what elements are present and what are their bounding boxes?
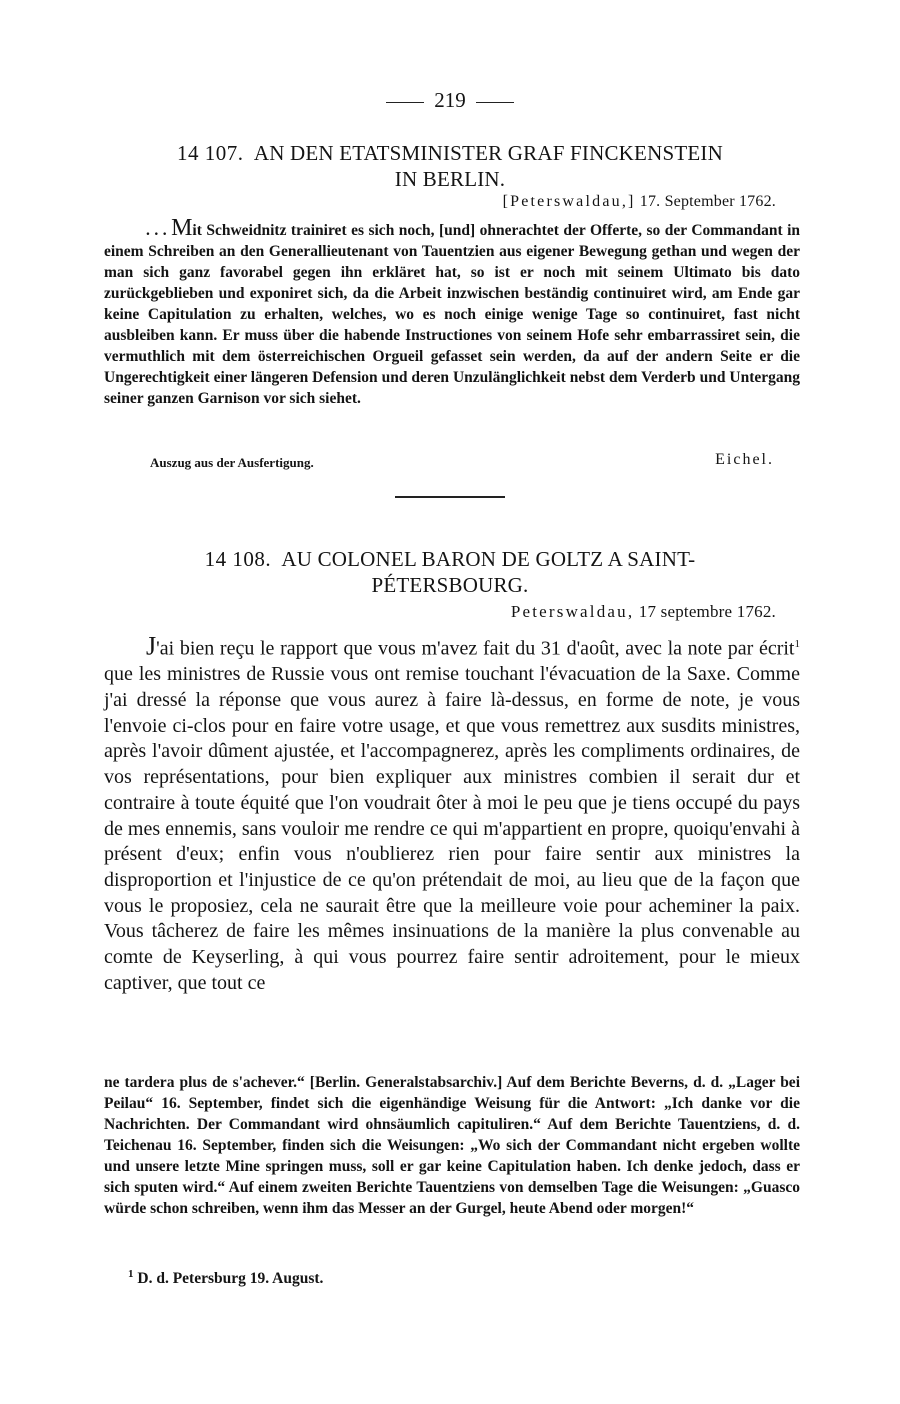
letter1-title-line2: IN BERLIN. — [394, 167, 506, 191]
letter1-heading — [100, 140, 800, 192]
letter2-title-line1: AU COLONEL BARON DE GOLTZ A SAINT- — [281, 547, 696, 571]
letter1-number: 14 107. — [177, 141, 244, 165]
footer-note — [104, 1072, 800, 1219]
letter1-initial: M — [171, 215, 193, 241]
page-number-line — [0, 88, 900, 113]
letter1-lead: . . . — [146, 222, 167, 239]
letter1-place: [Peterswaldau,] — [502, 193, 636, 210]
letter1-date: 17. September 1762. — [639, 193, 776, 210]
letter1-signature: Eichel. — [715, 451, 774, 468]
section-divider — [395, 496, 505, 498]
letter2-initial: J — [146, 631, 157, 661]
page-number-rule-left — [386, 102, 424, 103]
footnote-text: D. d. Petersburg 19. August. — [137, 1270, 324, 1288]
letter1-title-line1: AN DEN ETATSMINISTER GRAF FINCKENSTEIN — [253, 141, 723, 165]
letter2-title-line2: PÉTERSBOURG. — [371, 573, 529, 597]
page-number-rule-right — [476, 102, 514, 103]
page-number: 219 — [434, 88, 466, 112]
letter2-place: Peterswaldau, — [510, 602, 635, 621]
footnote — [128, 1268, 323, 1288]
letter2-date: 17 septembre 1762. — [638, 602, 776, 621]
letter2-text-b: que les ministres de Russie vous ont remise touchant l'évacuation de la Saxe. Comme j'ai dressé la réponse que vous aurez à faire là-dessus, en forme de note, je vous l'envoie ci-clos pour en faire votre usage, et que vous remettrez aux susdits ministres, après l'avoir dûment ajustée, et l'accompagnerez, après les compliments ordinaires, de vos représentations, pour bien expliquer aux ministres combien il serait dur et contraire à toute équité que l'on voudrait ôter à moi le peu que je tiens occupé du pays de mes ennemis, sans vouloir me rendre ce qui m'appartient en propre, quoiqu'envahi à présent d'eux; enfin vous n'oublierez rien pour faire sentir aux ministres la disproportion et l'injustice de ce qu'on prétendait de moi, au lieu que de la façon que vous le proposiez, cela ne saurait être que la meilleure voie pour acheminer la paix. Vous tâcherez de faire les mêmes insinuations de la manière la plus convenable au comte de Keyserling, à qui vous pourrez faire sentir adroitement, pour le mieux captiver, que tout ce — [104, 663, 800, 994]
letter2-number: 14 108. — [204, 547, 272, 571]
letter1-dateline — [503, 193, 776, 211]
letter2-heading — [100, 546, 800, 598]
footnote-mark: 1 — [128, 1268, 134, 1280]
letter2-text-a: 'ai bien reçu le rapport que vous m'avez fait du 31 d'août, avec la note par écrit — [156, 637, 795, 660]
letter2-dateline — [511, 602, 776, 622]
letter2-footnote-mark: 1 — [794, 638, 800, 650]
footer-note-text: ne tardera plus de s'achever.“ [Berlin. Generalstabsarchiv.] Auf dem Berichte Beverns, d. d. „Lager bei Peilau“ 16. September, findet sich die eigenhändige Weisung für die Antwort: „Ich danke vor die Nachrichten. Der Commandant wird ohnsäumlich capituliren.“ Auf dem Berichte Tauentziens, d. d. Teichenau 16. September, finden sich die Weisungen: „Wo sich der Commandant nicht ergeben wollte und unsere letzte Mine springen muss, soll er gar keine Capitulation haben. Ich denke jedoch, dass er sich sputen wird.“ Auf einem zweiten Berichte Tauentziens von demselben Tage die Weisungen: „Guasco würde schon schreiben, wenn ihm das Messer an der Gurgel, heute Abend oder morgen!“ — [104, 1074, 800, 1217]
letter1-body — [104, 215, 801, 409]
letter1-source-note: Auszug aus der Ausfertigung. — [150, 455, 314, 470]
letter1-text: it Schweidnitz trainiret es sich noch, [und] ohnerachtet der Offerte, so der Commandant in einem Schreiben an den Generallieutenant von Tauentzien aus eigener Bewegung gethan und wegen der man sich ganz favorabel gegen ihn erkläret hat, so ist er noch mit seinem Ultimato bis dato zurückgeblieben und exponiret sich, da die Arbeit inzwischen beständig continuiret wird, am Ende gar keine Capitulation zu erhalten, welches, wo es noch einige wenige Tage so continuiret, fast nicht ausbleiben kann. Er muss über die habende Instructiones von seinem Hofe sehr embarrassiret sein, die vermuthlich mit dem österreichischen Orgueil gefasset sein werden, da auf der andern Seite er die Ungerechtigkeit einer längeren Defension und deren Unzulänglichkeit nebst dem Verderb und Untergang seiner ganzen Garnison vor sich siehet. — [104, 222, 801, 407]
letter2-body — [104, 632, 800, 997]
